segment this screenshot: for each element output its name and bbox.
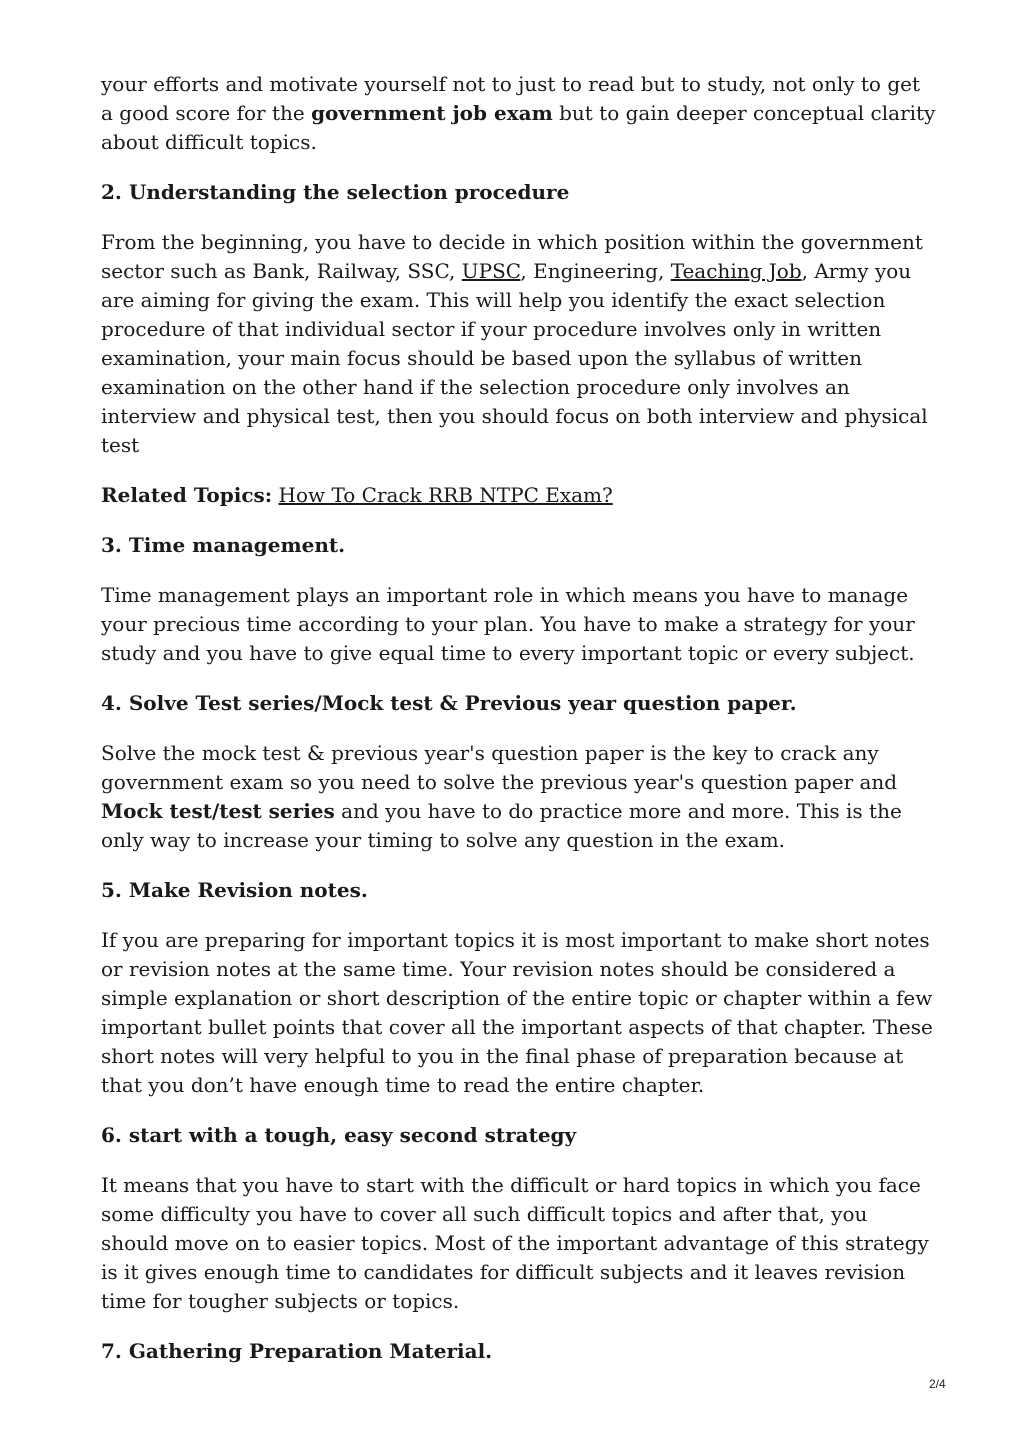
section-4-text-2: and you have to do practice more and more. This is the only way to increase your timing to solve any question in the exam. <box>101 799 902 852</box>
intro-text-2: but to gain deeper conceptual clarity about difficult topics. <box>101 101 936 154</box>
related-topics <box>101 481 936 510</box>
section-4-bold-term: Mock test/test series <box>101 799 335 823</box>
section-2-text-1: From the beginning, you have to decide in which position within the government sector such as Bank, Railway, SSC, <box>101 230 923 283</box>
teaching-job-link[interactable]: Teaching Job <box>670 259 802 283</box>
section-2-text-3: , Army you are aiming for giving the exam. This will help you identify the exact selection procedure of that individual sector if your procedure involves only in written examination, your main focus should be based upon the syllabus of written examination on the other hand if the selection procedure only involves an interview and physical test, then you should focus on both interview and physical test <box>101 259 928 457</box>
page-number: 2/4 <box>929 1377 946 1391</box>
section-4-text-1: Solve the mock test & previous year's question paper is the key to crack any government exam so you need to solve the previous year's question paper and <box>101 741 898 794</box>
section-3-paragraph: Time management plays an important role in which means you have to manage your precious time according to your plan. You have to make a strategy for your study and you have to give equal time to every important topic or every subject. <box>101 583 915 665</box>
intro-bold-term: government job exam <box>311 101 553 125</box>
section-2-heading: 2. Understanding the selection procedure <box>101 180 570 204</box>
section-7-heading: 7. Gathering Preparation Material. <box>101 1339 493 1363</box>
related-topics-label: Related Topics: <box>101 483 273 507</box>
intro-paragraph <box>101 70 936 157</box>
section-6-heading: 6. start with a tough, easy second strategy <box>101 1123 577 1147</box>
section-5-paragraph: If you are preparing for important topics it is most important to make short notes or revision notes at the same time. Your revision notes should be considered a simple explanation or short description of the entire topic or chapter within a few important bullet points that cover all the important aspects of that chapter. These short notes will very helpful to you in the final phase of preparation because at that you don’t have enough time to read the entire chapter. <box>101 928 933 1097</box>
section-3-heading: 3. Time management. <box>101 533 346 557</box>
upsc-link[interactable]: UPSC <box>461 259 521 283</box>
section-5-heading: 5. Make Revision notes. <box>101 878 368 902</box>
section-2-paragraph <box>101 228 936 460</box>
intro-text-1: your efforts and motivate yourself not to just to read but to study, not only to get a good score for the <box>101 72 921 125</box>
section-2-text-2: , Engineering, <box>520 259 671 283</box>
section-4-paragraph <box>101 739 936 855</box>
section-6-paragraph: It means that you have to start with the difficult or hard topics in which you face some difficulty you have to cover all such difficult topics and after that, you should move on to easier topics. Most of the important advantage of this strategy is it gives enough time to candidates for difficult subjects and it leaves revision time for tougher subjects or topics. <box>101 1173 929 1313</box>
document-page <box>101 70 936 1387</box>
related-topic-link[interactable]: How To Crack RRB NTPC Exam? <box>278 483 613 507</box>
section-4-heading: 4. Solve Test series/Mock test & Previous year question paper. <box>101 691 797 715</box>
